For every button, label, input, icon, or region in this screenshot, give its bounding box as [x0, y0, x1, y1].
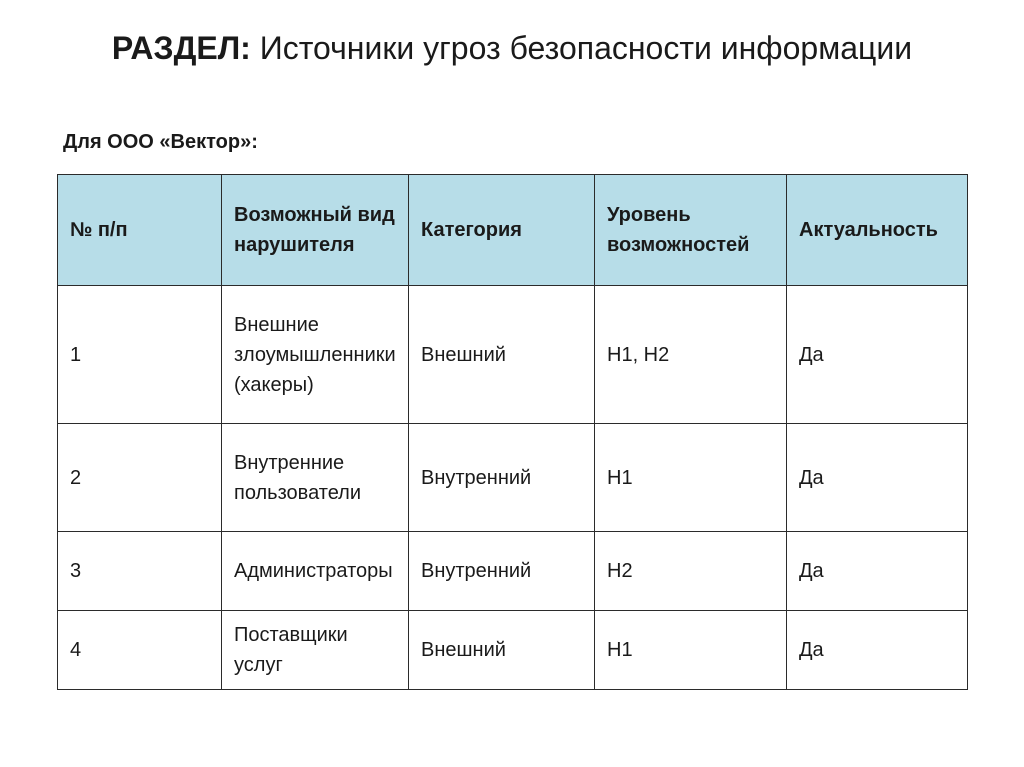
cell-capability-level: Н1, Н2	[595, 286, 787, 424]
header-violator-type: Возможный вид нарушителя	[222, 175, 409, 286]
cell-violator-type: Поставщики услуг	[222, 611, 409, 690]
cell-relevance: Да	[787, 286, 968, 424]
cell-violator-type: Внешние злоумышленники (хакеры)	[222, 286, 409, 424]
cell-number: 4	[58, 611, 222, 690]
table-row	[58, 424, 968, 532]
table-row	[58, 532, 968, 611]
page-title	[0, 28, 1024, 68]
cell-relevance: Да	[787, 424, 968, 532]
page-title-bold: РАЗДЕЛ:	[111, 30, 251, 66]
table-header-row	[58, 175, 968, 286]
cell-violator-type: Внутренние пользователи	[222, 424, 409, 532]
cell-category: Внутренний	[409, 532, 595, 611]
cell-category: Внешний	[409, 611, 595, 690]
cell-category: Внешний	[409, 286, 595, 424]
table-row	[58, 611, 968, 690]
header-number: № п/п	[58, 175, 222, 286]
cell-category: Внутренний	[409, 424, 595, 532]
cell-capability-level: Н1	[595, 424, 787, 532]
header-capability-level: Уровень возможностей	[595, 175, 787, 286]
page-subtitle: Для ООО «Вектор»:	[63, 131, 258, 153]
page-title-text: Источники угроз безопасности информации	[250, 30, 913, 66]
cell-number: 2	[58, 424, 222, 532]
cell-relevance: Да	[787, 532, 968, 611]
header-relevance: Актуальность	[787, 175, 968, 286]
cell-violator-type: Администраторы	[222, 532, 409, 611]
cell-capability-level: Н2	[595, 532, 787, 611]
cell-relevance: Да	[787, 611, 968, 690]
threat-sources-table	[57, 174, 968, 690]
header-category: Категория	[409, 175, 595, 286]
table-row	[58, 286, 968, 424]
cell-number: 1	[58, 286, 222, 424]
cell-capability-level: Н1	[595, 611, 787, 690]
cell-number: 3	[58, 532, 222, 611]
